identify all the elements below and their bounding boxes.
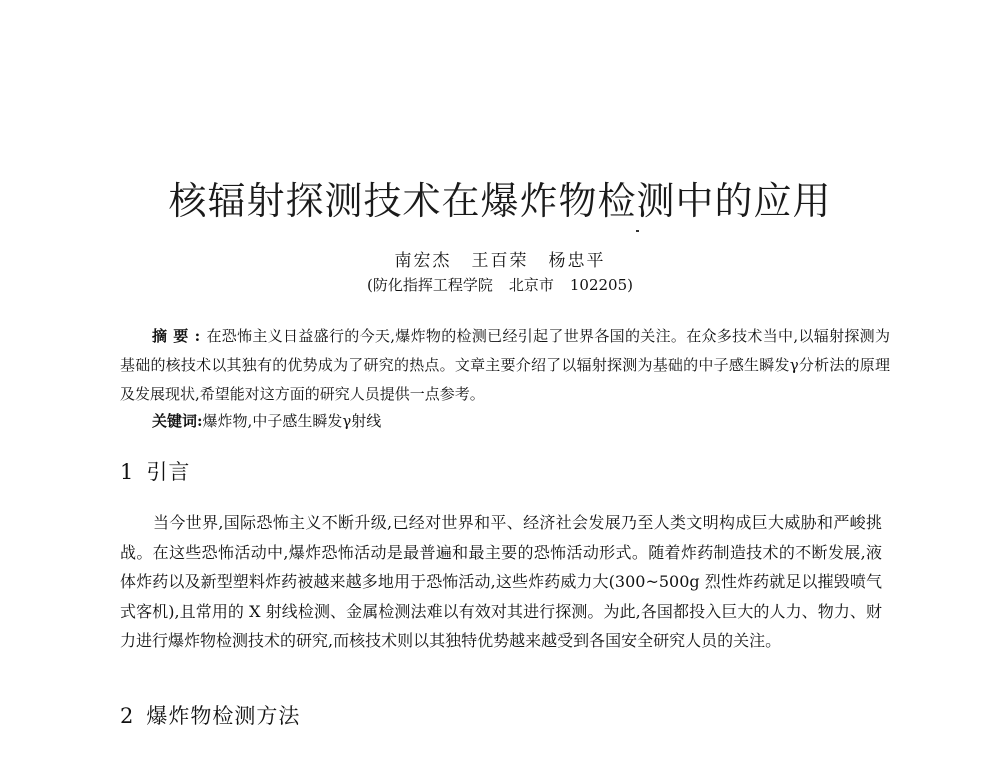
keywords	[152, 410, 381, 431]
abstract	[120, 322, 890, 409]
section-number: 2	[120, 704, 135, 728]
section-heading-introduction	[120, 456, 190, 486]
keywords-text: 爆炸物,中子感生瞬发γ射线	[202, 412, 382, 430]
author-name: 杨忠平	[548, 251, 606, 271]
abstract-text: 在恐怖主义日益盛行的今天,爆炸物的检测已经引起了世界各国的关注。在众多技术当中,以辐射探测为基础的核技术以其独有的优势成为了研究的热点。文章主要介绍了以辐射探测为基础的中子感生瞬发γ分析法的原理及发展现状,希望能对这方面的研究人员提供一点参考。	[120, 327, 890, 403]
introduction-paragraph: 当今世界,国际恐怖主义不断升级,已经对世界和平、经济社会发展乃至人类文明构成巨大威胁和严峻挑战。在这些恐怖活动中,爆炸恐怖活动是最普遍和最主要的恐怖活动形式。随着炸药制造技术的不断发展,液体炸药以及新型塑料炸药被越来越多地用于恐怖活动,这些炸药威力大(300~500g 烈性炸药就足以摧毁喷气式客机),且常用的 X 射线检测、金属检测法难以有效对其进行探测。为此,各国都投入巨大的人力、物力、财力进行爆炸物检测技术的研究,而核技术则以其独特优势越来越受到各国安全研究人员的关注。	[120, 513, 882, 650]
paper-title: 核辐射探测技术在爆炸物检测中的应用	[168, 179, 832, 223]
affiliation-institution: (防化指挥工程学院	[367, 276, 493, 294]
author-name: 南宏杰	[394, 251, 452, 271]
affiliation-city: 北京市	[508, 276, 554, 294]
affiliation	[0, 274, 1000, 295]
keywords-label: 关键词:	[152, 412, 203, 430]
author-name: 王百荣	[471, 251, 529, 271]
section-heading-detection-methods	[120, 700, 300, 730]
cutoff-next-heading	[168, 752, 348, 760]
author-list	[0, 246, 1000, 271]
print-speck	[636, 230, 639, 232]
section-title: 引言	[146, 460, 191, 484]
abstract-label: 摘要:	[152, 327, 207, 345]
affiliation-postcode: 102205)	[569, 276, 633, 294]
section-number: 1	[120, 460, 135, 484]
section-title: 爆炸物检测方法	[146, 704, 301, 728]
